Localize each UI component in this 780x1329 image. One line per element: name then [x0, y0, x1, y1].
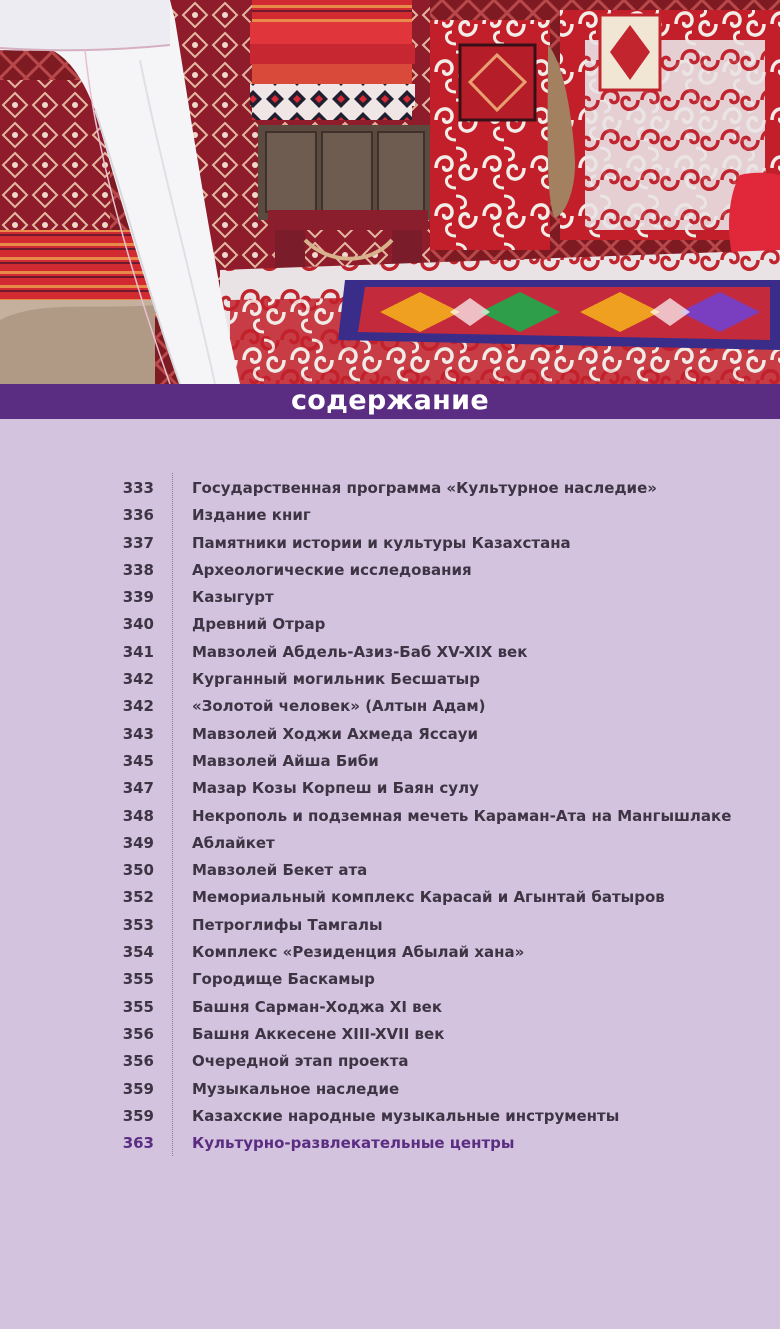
toc-entry[interactable]: [0, 662, 780, 689]
toc-entry-title: Мавзолей Айша Биби: [192, 751, 379, 770]
toc-page-number: 350: [122, 861, 154, 880]
toc-entry[interactable]: [0, 717, 780, 744]
toc-page-number: 356: [122, 1052, 154, 1071]
toc-entry-title: Памятники истории и культуры Казахстана: [192, 533, 571, 552]
toc-page-number: 347: [122, 779, 154, 798]
toc-entry[interactable]: [0, 990, 780, 1017]
table-of-contents: [0, 471, 780, 1153]
toc-entry[interactable]: [0, 607, 780, 634]
toc-entry[interactable]: [0, 1072, 780, 1099]
toc-page-number: 337: [122, 533, 154, 552]
toc-entry[interactable]: [0, 826, 780, 853]
toc-entry[interactable]: [0, 853, 780, 880]
toc-entry[interactable]: [0, 1044, 780, 1071]
toc-entry-title: Археологические исследования: [192, 560, 472, 579]
toc-entry-title: Очередной этап проекта: [192, 1052, 409, 1071]
toc-page-number: 349: [122, 833, 154, 852]
toc-entry[interactable]: [0, 689, 780, 716]
toc-entry-title: Казыгурт: [192, 588, 274, 607]
toc-list: [0, 471, 780, 1153]
toc-page-number: 340: [122, 615, 154, 634]
toc-entry[interactable]: [0, 771, 780, 798]
toc-page-number: 341: [122, 642, 154, 661]
toc-entry-title: Башня Аккесене XIII-XVII век: [192, 1024, 445, 1043]
toc-page-number: 339: [122, 588, 154, 607]
toc-entry-title: Музыкальное наследие: [192, 1079, 400, 1098]
toc-entry[interactable]: [0, 1099, 780, 1126]
toc-entry[interactable]: [0, 526, 780, 553]
toc-entry-title: Мавзолей Бекет ата: [192, 861, 368, 880]
toc-page-number: 356: [122, 1024, 154, 1043]
toc-page-number: 345: [122, 751, 154, 770]
toc-entry[interactable]: [0, 880, 780, 907]
toc-page-number: 348: [122, 806, 154, 825]
toc-entry-title: Некрополь и подземная мечеть Караман-Ата на Мангышлаке: [192, 806, 732, 825]
toc-entry-title: Казахские народные музыкальные инструменты: [192, 1106, 620, 1125]
page-title: содержание: [291, 385, 489, 416]
toc-entry-title: Мавзолей Ходжи Ахмеда Яссауи: [192, 724, 479, 743]
toc-entry[interactable]: [0, 962, 780, 989]
toc-entry[interactable]: [0, 553, 780, 580]
toc-entry[interactable]: [0, 744, 780, 771]
toc-page-number: 359: [122, 1079, 154, 1098]
toc-entry[interactable]: [0, 1017, 780, 1044]
toc-entry-title: «Золотой человек» (Алтын Адам): [192, 697, 486, 716]
toc-page-number: 342: [122, 670, 154, 689]
toc-entry-title: Городище Баскамыр: [192, 970, 375, 989]
toc-entry[interactable]: [0, 908, 780, 935]
section-title-band: [0, 384, 780, 419]
toc-page-number: 336: [122, 506, 154, 525]
toc-page-number: 352: [122, 888, 154, 907]
toc-entry[interactable]: [0, 498, 780, 525]
toc-page-number: 338: [122, 560, 154, 579]
toc-page-number: 359: [122, 1106, 154, 1125]
toc-entry[interactable]: [0, 471, 780, 498]
toc-entry-title: Мазар Козы Корпеш и Баян сулу: [192, 779, 479, 798]
toc-page-number: 355: [122, 997, 154, 1016]
toc-entry[interactable]: [0, 799, 780, 826]
toc-page-number: 353: [122, 915, 154, 934]
toc-entry[interactable]: [0, 580, 780, 607]
toc-entry-title: Комплекс «Резиденция Абылай хана»: [192, 943, 525, 962]
toc-page-number: 355: [122, 970, 154, 989]
toc-entry-title: Издание книг: [192, 506, 311, 525]
toc-page-number: 343: [122, 724, 154, 743]
toc-entry-title: Культурно-развлекательные центры: [192, 1134, 515, 1153]
toc-entry-title: Мавзолей Абдель-Азиз-Баб XV-XIX век: [192, 642, 528, 661]
toc-page-number: 342: [122, 697, 154, 716]
toc-entry-title: Древний Отрар: [192, 615, 326, 634]
toc-entry-title: Аблайкет: [192, 833, 275, 852]
toc-entry[interactable]: [0, 1126, 780, 1153]
toc-entry[interactable]: [0, 635, 780, 662]
toc-entry-title: Государственная программа «Культурное наследие»: [192, 479, 657, 497]
toc-entry-title: Башня Сарман-Ходжа XI век: [192, 997, 443, 1016]
toc-entry[interactable]: [0, 935, 780, 962]
toc-page-number: 354: [122, 943, 154, 962]
toc-page-number: 333: [122, 479, 154, 497]
toc-entry-title: Петроглифы Тамгалы: [192, 915, 383, 934]
toc-page-number: 363: [122, 1134, 154, 1153]
toc-entry-title: Курганный могильник Бесшатыр: [192, 670, 480, 689]
yurt-interior-photo: [0, 0, 780, 384]
toc-entry-title: Мемориальный комплекс Карасай и Агынтай батыров: [192, 888, 665, 907]
